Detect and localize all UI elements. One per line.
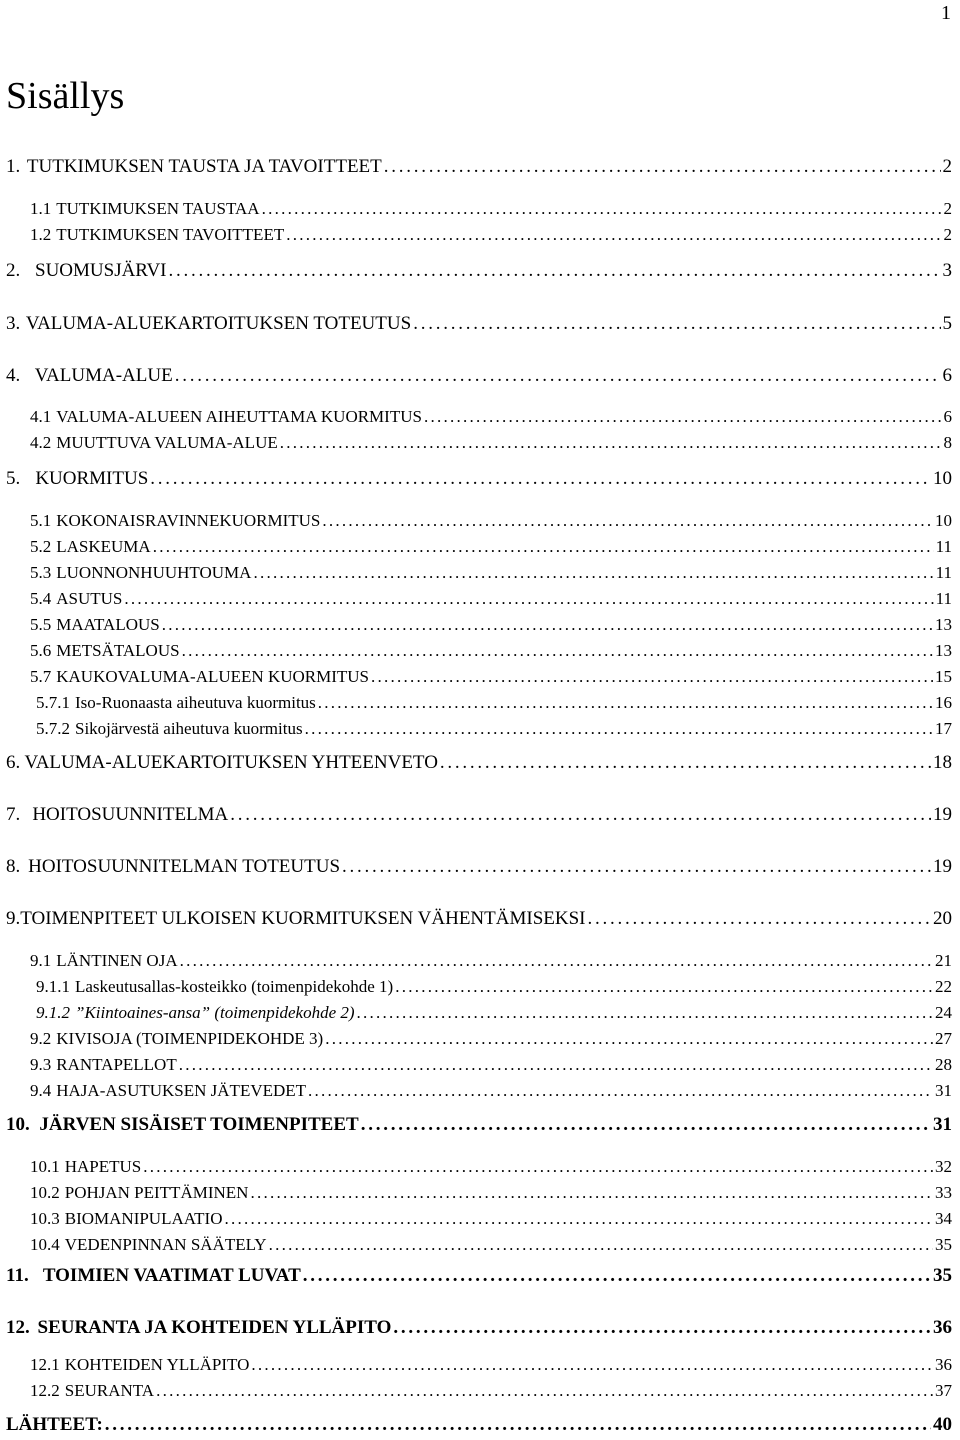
toc-label: LASKEUMA	[56, 537, 151, 556]
toc-number: 5.6	[30, 641, 52, 660]
toc-entry-5-7[interactable]	[0, 667, 960, 687]
toc-entry-2[interactable]	[0, 260, 960, 282]
toc-leader	[105, 1414, 931, 1436]
toc-label: TUTKIMUKSEN TAUSTAA	[56, 199, 260, 218]
toc-entry-4-2[interactable]	[0, 433, 960, 453]
toc-number: 1.	[6, 156, 21, 177]
toc-entry-5-6[interactable]	[0, 641, 960, 661]
toc-entry-5-1[interactable]	[0, 511, 960, 531]
toc-leader	[162, 615, 933, 635]
toc-leader	[253, 563, 933, 583]
toc-leader	[182, 641, 933, 661]
toc-page: 40	[933, 1414, 952, 1435]
toc-label: LUONNONHUUHTOUMA	[56, 563, 252, 582]
toc-page: 17	[935, 719, 952, 738]
toc-page: 3	[942, 260, 952, 281]
toc-label: TOIMENPITEET ULKOISEN KUORMITUKSEN VÄHENTÄMISEKSI	[20, 908, 586, 929]
toc-label: SEURANTA	[64, 1381, 155, 1400]
toc-entry-12-1[interactable]	[0, 1355, 960, 1375]
page-title: Sisällys	[6, 75, 125, 117]
toc-label: Sikojärvestä aiheutuva kuormitus	[75, 719, 303, 738]
toc-label: VEDENPINNAN SÄÄTELY	[64, 1235, 267, 1254]
toc-entry-1-1[interactable]	[0, 199, 960, 219]
toc-label: KAUKOVALUMA-ALUEEN KUORMITUS	[56, 667, 370, 686]
toc-entry-6[interactable]	[0, 752, 960, 774]
toc-leader	[179, 1055, 933, 1075]
toc-label: KOKONAISRAVINNEKUORMITUS	[56, 511, 321, 530]
toc-number: 4.	[6, 365, 21, 386]
page-number: 1	[941, 2, 951, 24]
toc-leader	[251, 1355, 933, 1375]
toc-number: 5.5	[30, 615, 52, 634]
toc-number: 10.4	[30, 1235, 60, 1254]
toc-label: Laskeutusallas-kosteikko (toimenpidekohde 1)	[75, 977, 394, 996]
toc-label: RANTAPELLOT	[56, 1055, 177, 1074]
toc-page: 18	[933, 752, 952, 773]
toc-page: 6	[942, 365, 952, 386]
toc-entry-9[interactable]	[0, 908, 960, 930]
toc-leader	[308, 1081, 933, 1101]
toc-number: 5.7.1	[36, 693, 70, 712]
toc-leader	[305, 719, 933, 739]
toc-label: SUOMUSJÄRVI	[35, 260, 167, 281]
toc-label: SEURANTA JA KOHTEIDEN YLLÄPITO	[37, 1317, 392, 1338]
toc-leader	[150, 468, 931, 490]
toc-leader	[169, 260, 941, 282]
toc-page: 10	[935, 511, 952, 530]
toc-entry-12[interactable]	[0, 1317, 960, 1339]
toc-label: BIOMANIPULAATIO	[64, 1209, 223, 1228]
toc-label: METSÄTALOUS	[56, 641, 180, 660]
toc-leader	[143, 1157, 933, 1177]
toc-entry-5-3[interactable]	[0, 563, 960, 583]
toc-number: 5.7.2	[36, 719, 70, 738]
toc-entry-3[interactable]	[0, 313, 960, 335]
toc-page: 33	[935, 1183, 952, 1202]
toc-page: 8	[943, 433, 952, 452]
toc-entry-12-2[interactable]	[0, 1381, 960, 1401]
toc-number: 5.4	[30, 589, 52, 608]
toc-entry-1[interactable]	[0, 156, 960, 178]
toc-page: 36	[935, 1355, 952, 1374]
toc-leader	[318, 693, 933, 713]
toc-entry-8[interactable]	[0, 856, 960, 878]
toc-label: ASUTUS	[56, 589, 123, 608]
toc-leader	[357, 1003, 933, 1023]
toc-leader	[440, 752, 931, 774]
toc-page: 31	[935, 1081, 952, 1100]
toc-page: 28	[935, 1055, 952, 1074]
toc-number: 8.	[6, 856, 21, 877]
toc-page: 11	[935, 537, 952, 556]
toc-leader	[322, 511, 933, 531]
toc-page: 13	[935, 615, 952, 634]
toc-leader	[286, 225, 941, 245]
toc-leader	[361, 1114, 931, 1136]
toc-number: 5.	[6, 468, 21, 489]
toc-entry-10-4[interactable]	[0, 1235, 960, 1255]
toc-leader	[384, 156, 941, 178]
toc-leader	[395, 977, 933, 997]
toc-page: 2	[942, 156, 952, 177]
toc-entry-10-3[interactable]	[0, 1209, 960, 1229]
toc-page: 11	[935, 563, 952, 582]
toc-entry-5-4[interactable]	[0, 589, 960, 609]
toc-page: 35	[935, 1235, 952, 1254]
toc-label: MUUTTUVA VALUMA-ALUE	[56, 433, 278, 452]
toc-entry-9-2[interactable]	[0, 1029, 960, 1049]
toc-label: VALUMA-ALUEKARTOITUKSEN YHTEENVETO	[24, 752, 438, 773]
toc-number: 5.3	[30, 563, 52, 582]
toc-entry-10-2[interactable]	[0, 1183, 960, 1203]
toc-leader	[587, 908, 931, 930]
toc-number: 9.2	[30, 1029, 52, 1048]
toc-entry-5-7-1[interactable]	[0, 693, 960, 713]
toc-number: 11.	[6, 1265, 29, 1286]
toc-entry-5-5[interactable]	[0, 615, 960, 635]
toc-number: 5.7	[30, 667, 52, 686]
toc-number: 10.2	[30, 1183, 60, 1202]
toc-entry-9-3[interactable]	[0, 1055, 960, 1075]
toc-number: 3.	[6, 313, 21, 334]
toc-page: 22	[935, 977, 952, 996]
toc-label: KOHTEIDEN YLLÄPITO	[64, 1355, 250, 1374]
toc-page: 6	[943, 407, 952, 426]
toc-label: VALUMA-ALUE	[34, 365, 173, 386]
toc-label: TUTKIMUKSEN TAUSTA JA TAVOITTEET	[26, 156, 382, 177]
toc-page: 10	[933, 468, 952, 489]
toc-page: 15	[935, 667, 952, 686]
toc-number: 6.	[6, 752, 21, 773]
toc-number: 12.	[6, 1317, 30, 1338]
toc-entry-11[interactable]	[0, 1265, 960, 1287]
toc-label: POHJAN PEITTÄMINEN	[64, 1183, 249, 1202]
toc-entry-4[interactable]	[0, 365, 960, 387]
toc-leader	[124, 589, 933, 609]
toc-number: 10.	[6, 1114, 30, 1135]
toc-leader	[325, 1029, 933, 1049]
toc-page: 31	[933, 1114, 952, 1135]
toc-leader	[224, 1209, 933, 1229]
toc-number: 12.2	[30, 1381, 60, 1400]
toc-leader	[156, 1381, 933, 1401]
toc-number: 9.1	[30, 951, 52, 970]
toc-number: 9.1.2	[36, 1003, 70, 1022]
toc-page: 24	[935, 1003, 952, 1022]
toc-number: 10.1	[30, 1157, 60, 1176]
toc-leader	[262, 199, 942, 219]
toc-leader	[371, 667, 933, 687]
toc-page: 37	[935, 1381, 952, 1400]
toc-label: HAPETUS	[64, 1157, 142, 1176]
toc-entry-4-1[interactable]	[0, 407, 960, 427]
toc-number: 7.	[6, 804, 21, 825]
toc-leader	[280, 433, 942, 453]
toc-page: 16	[935, 693, 952, 712]
toc-number: 9.4	[30, 1081, 52, 1100]
toc-entry-7[interactable]	[0, 804, 960, 826]
toc-number: 4.1	[30, 407, 52, 426]
toc-number: 2.	[6, 260, 21, 281]
toc-label: LÄNTINEN OJA	[56, 951, 178, 970]
toc-number: 5.1	[30, 511, 52, 530]
toc-number: 4.2	[30, 433, 52, 452]
toc-page: 27	[935, 1029, 952, 1048]
toc-label: KIVISOJA (TOIMENPIDEKOHDE 3)	[56, 1029, 324, 1048]
toc-label: JÄRVEN SISÄISET TOIMENPITEET	[39, 1114, 359, 1135]
toc-label: Iso-Ruonaasta aiheutuva kuormitus	[75, 693, 316, 712]
toc-entry-5[interactable]	[0, 468, 960, 490]
toc-entry-9-1-2[interactable]	[0, 1003, 960, 1023]
toc-leader	[342, 856, 931, 878]
toc-entry-1-2[interactable]	[0, 225, 960, 245]
toc-page: 35	[933, 1265, 952, 1286]
toc-page: 2	[943, 199, 952, 218]
toc-entry-lahteet[interactable]	[0, 1414, 960, 1436]
toc-leader	[413, 313, 940, 335]
toc-label: LÄHTEET:	[6, 1414, 103, 1435]
toc-leader	[393, 1317, 931, 1339]
toc-leader	[153, 537, 934, 557]
toc-page: 32	[935, 1157, 952, 1176]
toc-page: 20	[933, 908, 952, 929]
toc-number: 9.1.1	[36, 977, 70, 996]
toc-number: 12.1	[30, 1355, 60, 1374]
toc-leader	[303, 1265, 931, 1287]
toc-entry-5-2[interactable]	[0, 537, 960, 557]
toc-page: 21	[935, 951, 952, 970]
toc-entry-10-1[interactable]	[0, 1157, 960, 1177]
toc-page: 19	[933, 804, 952, 825]
toc-number: 9.	[6, 908, 21, 929]
toc-entry-9-1-1[interactable]	[0, 977, 960, 997]
toc-page: 34	[935, 1209, 952, 1228]
toc-number: 10.3	[30, 1209, 60, 1228]
toc-number: 1.1	[30, 199, 52, 218]
toc-entry-5-7-2[interactable]	[0, 719, 960, 739]
toc-label: TOIMIEN VAATIMAT LUVAT	[42, 1265, 301, 1286]
toc-leader	[424, 407, 942, 427]
toc-number: 5.2	[30, 537, 52, 556]
toc-number: 9.3	[30, 1055, 52, 1074]
toc-leader	[250, 1183, 933, 1203]
toc-leader	[230, 804, 931, 826]
toc-label: MAATALOUS	[56, 615, 160, 634]
toc-entry-10[interactable]	[0, 1114, 960, 1136]
toc-page: 36	[933, 1317, 952, 1338]
toc-label: HOITOSUUNNITELMA	[32, 804, 229, 825]
toc-page: 19	[933, 856, 952, 877]
toc-label: VALUMA-ALUEKARTOITUKSEN TOTEUTUS	[25, 313, 412, 334]
toc-page: 5	[942, 313, 952, 334]
toc-entry-9-4[interactable]	[0, 1081, 960, 1101]
toc-leader	[175, 365, 941, 387]
toc-page: 11	[935, 589, 952, 608]
toc-label: ”Kiintoaines-ansa” (toimenpidekohde 2)	[75, 1003, 355, 1022]
toc-entry-9-1[interactable]	[0, 951, 960, 971]
toc-label: KUORMITUS	[35, 468, 149, 489]
toc-label: HOITOSUUNNITELMAN TOTEUTUS	[28, 856, 341, 877]
toc-leader	[180, 951, 933, 971]
toc-label: HAJA-ASUTUKSEN JÄTEVEDET	[56, 1081, 307, 1100]
toc-label: TUTKIMUKSEN TAVOITTEET	[56, 225, 285, 244]
toc-leader	[269, 1235, 933, 1255]
toc-page: 2	[943, 225, 952, 244]
toc-page: 13	[935, 641, 952, 660]
toc-label: VALUMA-ALUEEN AIHEUTTAMA KUORMITUS	[56, 407, 422, 426]
toc-number: 1.2	[30, 225, 52, 244]
